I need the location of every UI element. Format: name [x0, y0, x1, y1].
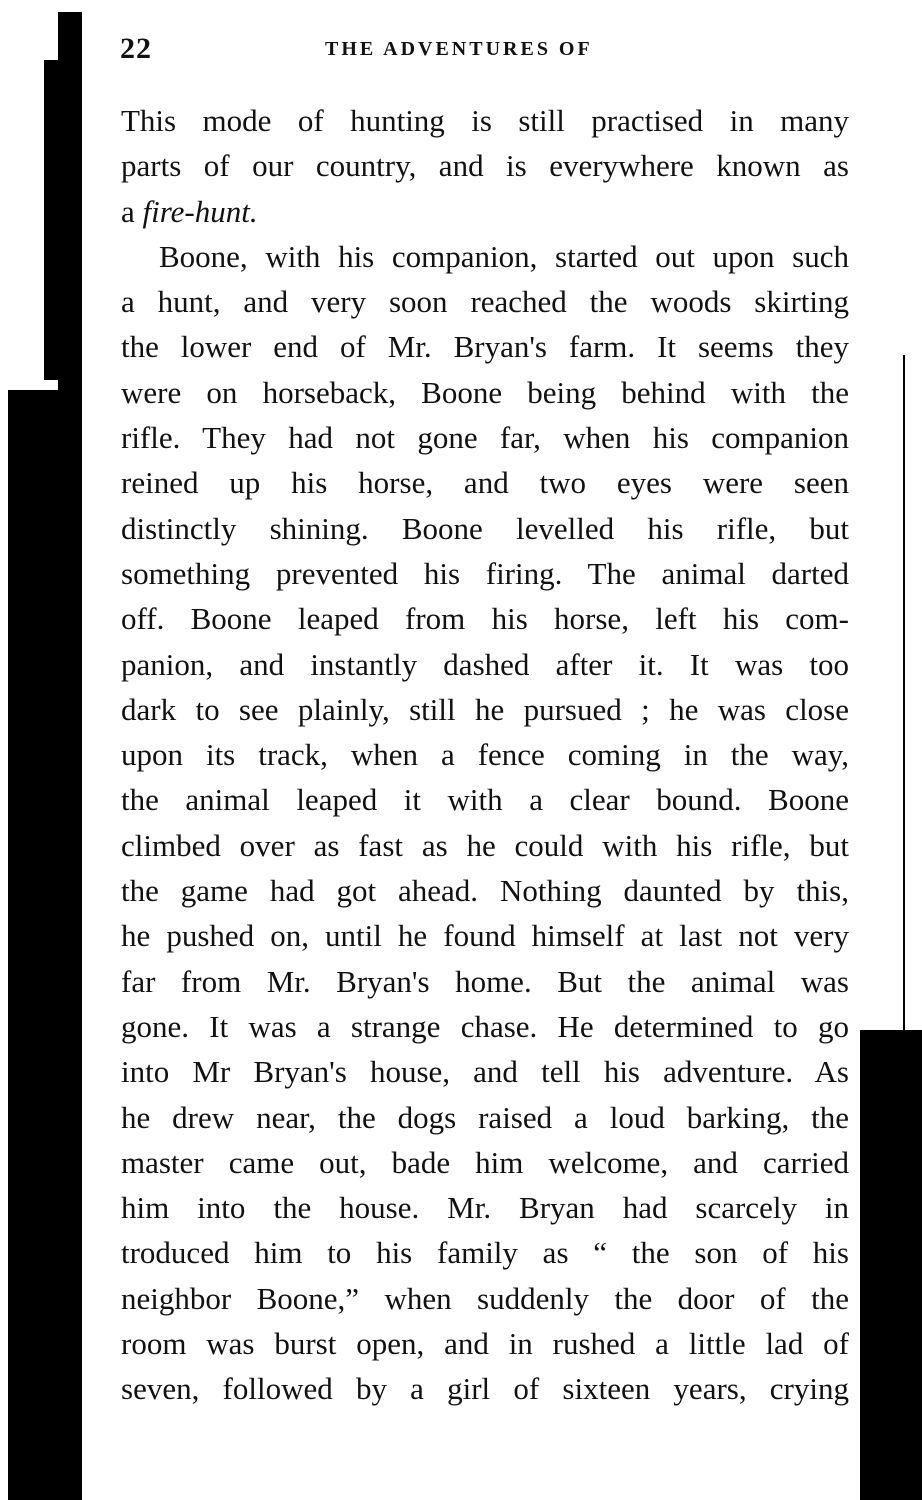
text-line: This mode of hunting is still practised in many — [121, 103, 849, 138]
scan-edge-left-line — [22, 1300, 24, 1500]
scan-edge-left-upper — [58, 12, 82, 392]
text-line: troduced him to his family as “ the son of his — [121, 1235, 849, 1271]
text-line: parts of our country, and is everywhere known as — [121, 148, 849, 184]
body-text — [121, 98, 849, 1412]
page-header — [120, 32, 850, 68]
text-line: the lower end of Mr. Bryan's farm. It seems they — [121, 329, 849, 365]
text-line: rifle. They had not gone far, when his companion — [121, 420, 849, 456]
text-line: neighbor Boone,” when suddenly the door of the — [121, 1280, 849, 1316]
text-line: were on horseback, Boone being behind with the — [121, 374, 849, 410]
text-line — [121, 189, 849, 234]
text-line: room was burst open, and in rushed a little lad of — [121, 1326, 849, 1362]
text-line: gone. It was a strange chase. He determined to go — [121, 1008, 849, 1044]
text-line: the game had got ahead. Nothing daunted by this, — [121, 873, 849, 909]
page-number: 22 — [120, 32, 152, 65]
text-line: off. Boone leaped from his horse, left his com- — [121, 601, 849, 637]
text-line: something prevented his firing. The animal darted — [121, 555, 849, 591]
text-line: Boone, with his companion, started out upon such — [159, 238, 849, 274]
running-head: THE ADVENTURES OF — [325, 38, 593, 60]
scan-edge-right-lower — [860, 1030, 922, 1500]
text-fragment: a — [121, 193, 135, 229]
text-line: far from Mr. Bryan's home. But the animal was — [121, 963, 849, 999]
scan-edge-left-lower — [8, 390, 82, 1500]
italic-term: fire-hunt. — [142, 193, 258, 229]
text-line: seven, followed by a girl of sixteen years, crying — [121, 1371, 849, 1407]
text-line: into Mr Bryan's house, and tell his adventure. As — [121, 1054, 849, 1090]
text-line: him into the house. Mr. Bryan had scarcely in — [121, 1190, 849, 1226]
text-line: master came out, bade him welcome, and carried — [121, 1144, 849, 1180]
text-line: panion, and instantly dashed after it. It was too — [121, 646, 849, 682]
text-line: he pushed on, until he found himself at last not very — [121, 918, 849, 954]
text-line: a hunt, and very soon reached the woods skirting — [121, 284, 849, 320]
text-line: dark to see plainly, still he pursued ; he was close — [121, 691, 849, 727]
text-line: distinctly shining. Boone levelled his rifle, but — [121, 510, 849, 546]
text-line: he drew near, the dogs raised a loud barking, the — [121, 1099, 849, 1135]
scan-edge-right-line — [903, 355, 905, 1035]
text-line: the animal leaped it with a clear bound. Boone — [121, 782, 849, 818]
text-line: upon its track, when a fence coming in the way, — [121, 737, 849, 773]
scan-edge-left-step — [44, 60, 60, 380]
text-line: climbed over as fast as he could with his rifle, but — [121, 827, 849, 863]
text-line: reined up his horse, and two eyes were seen — [121, 465, 849, 501]
